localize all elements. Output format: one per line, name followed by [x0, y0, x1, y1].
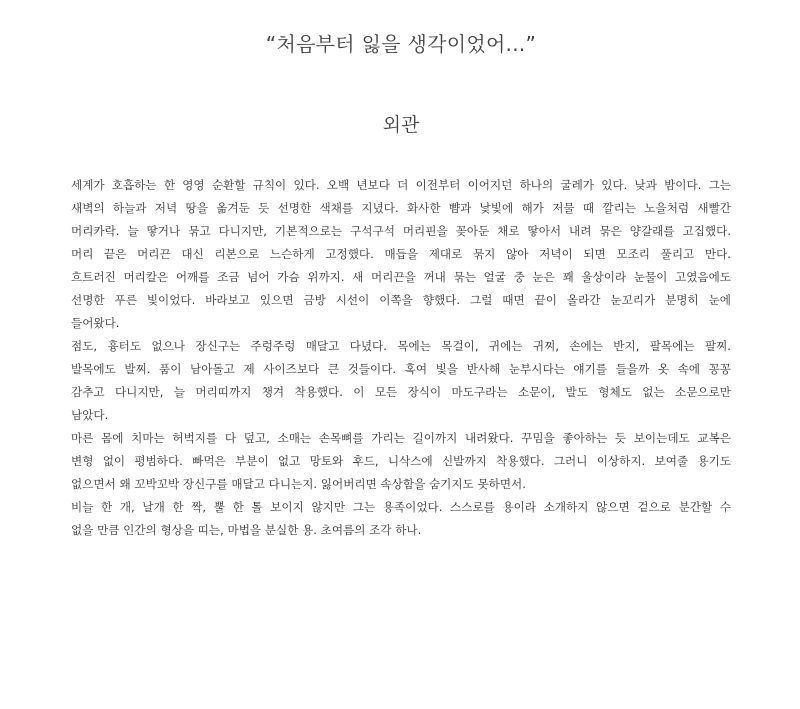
text-line: 감추고 다니지만, 늘 머리띠까지 챙겨 착용했다. 이 모든 장식이 마도구라는 소문이, 발도 형체도 없는 소문으로만	[71, 385, 731, 399]
text-line: 점도, 흉터도 없으나 장신구는 주렁주렁 매달고 다녔다. 목에는 목걸이, 귀에는 귀찌, 손에는 반지, 팔목에는 팔찌.	[71, 339, 731, 353]
text-line: 흐트러진 머리칼은 어깨를 조금 넘어 가슴 위까지. 새 머리끈을 꺼내 묶는 얼굴 중 눈은 꽤 울상이라 눈물이 고였음에도	[71, 270, 731, 284]
text-line: 남았다.	[71, 408, 109, 422]
text-line: 없을 만큼 인간의 형상을 띠는, 마법을 분실한 용. 초여름의 조각 하나.	[71, 523, 422, 537]
section-heading: 외관	[382, 114, 420, 136]
text-line: 머리카락. 늘 땋거나 묶고 다니지만, 기본적으로는 구석구석 머리핀을 꽂아둔 채로 땋아서 내려 묶은 양갈래를 고집했다.	[71, 224, 731, 238]
text-line: 새벽의 하늘과 저녁 땅을 옮겨둔 듯 선명한 색채를 지녔다. 화사한 뺨과 낯빛에 해가 저물 때 깔리는 노을처럼 새빨간	[71, 201, 731, 215]
text-line: 선명한 푸른 빛이었다. 바라보고 있으면 금방 시선이 이쪽을 향했다. 그럴 때면 끝이 올라간 눈꼬리가 분명히 눈에	[71, 293, 731, 307]
text-line: 발목에도 발찌. 품이 남아돌고 제 사이즈보다 큰 것들이다. 혹여 빛을 반사해 눈부시다는 얘기를 들을까 옷 속에 꽁꽁	[71, 362, 731, 376]
text-line: 비늘 한 개, 날개 한 짝, 뿔 한 톨 보이지 않지만 그는 용족이었다. 스스로를 용이라 소개하지 않으면 겉으로 분간할 수	[71, 500, 731, 514]
paragraph	[71, 496, 731, 542]
text-line: 변형 없이 평범하다. 빠먹은 부분이 없고 망토와 후드, 니삭스에 신발까지 착용했다. 그러니 이상하지. 보여줄 용기도	[71, 454, 731, 468]
text-line: 들어왔다.	[71, 316, 120, 330]
text-line: 없으면서 왜 꼬박꼬박 장신구를 매달고 다니는지. 잃어버리면 속상함을 숨기지도 못하면서.	[71, 477, 526, 491]
body-text	[71, 174, 731, 542]
text-line: 세계가 호흡하는 한 영영 순환할 규칙이 있다. 오백 년보다 더 이전부터 이어지던 하나의 굴레가 있다. 낮과 밤이다. 그는	[71, 178, 731, 192]
quote-title: “처음부터 잃을 생각이었어...”	[265, 32, 537, 56]
paragraph	[71, 335, 731, 427]
text-line: 마른 몸에 치마는 허벅지를 다 덮고, 소매는 손목뼈를 가리는 길이까지 내려왔다. 꾸밈을 좋아하는 듯 보이는데도 교복은	[71, 431, 731, 445]
text-line: 머리 끝은 머리끈 대신 리본으로 느슨하게 고정했다. 매듭을 제대로 묶지 않아 저녁이 되면 모조리 풀리고 만다.	[71, 247, 731, 261]
paragraph	[71, 427, 731, 496]
paragraph	[71, 174, 731, 335]
